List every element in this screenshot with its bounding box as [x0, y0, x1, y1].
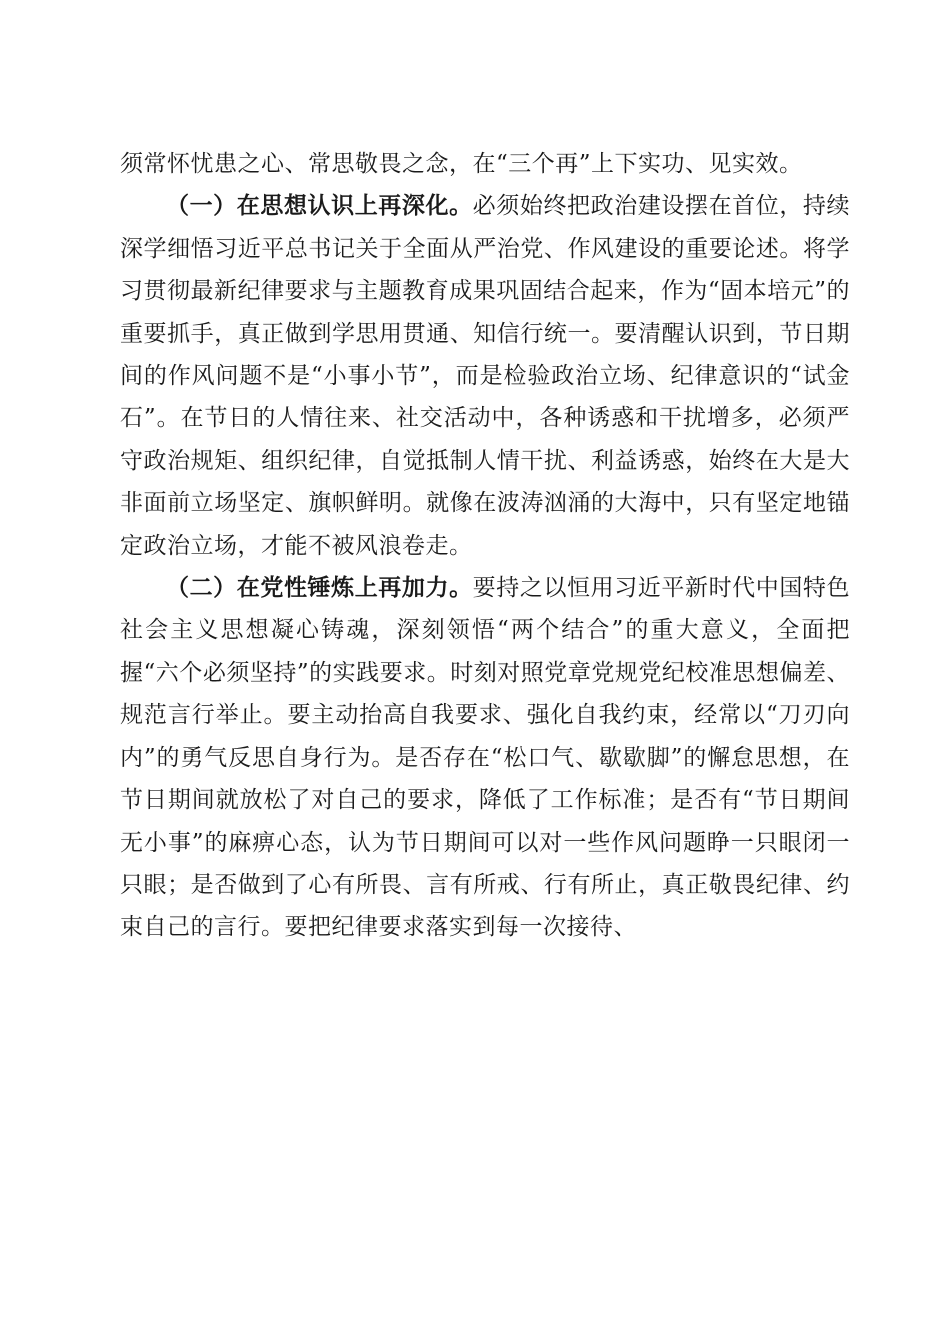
section-paragraph-2 — [120, 567, 850, 949]
section-body-1: 必须始终把政治建设摆在首位，持续深学细悟习近平总书记关于全面从严治党、作风建设的重要论述。将学习贯彻最新纪律要求与主题教育成果巩固结合起来，作为“固本培元”的重要抓手，真正做到学思用贯通、知信行统一。要清醒认识到，节日期间的作风问题不是“小事小节”，而是检验政治立场、纪律意识的“试金石”。在节日的人情往来、社交活动中，各种诱惑和干扰增多，必须严守政治规矩、组织纪律，自觉抵制人情干扰、利益诱惑，始终在大是大非面前立场坚定、旗帜鲜明。就像在波涛汹涌的大海中，只有坚定地锚定政治立场，才能不被风浪卷走。 — [120, 193, 851, 559]
section-heading-1: （一）在思想认识上再深化。 — [166, 192, 473, 220]
document-body — [120, 143, 850, 949]
section-paragraph-1 — [120, 185, 850, 567]
continuation-paragraph: 须常怀忧患之心、常思敬畏之念，在“三个再”上下实功、见实效。 — [120, 151, 803, 177]
section-heading-2: （二）在党性锤炼上再加力。 — [166, 574, 473, 602]
section-body-2: 要持之以恒用习近平新时代中国特色社会主义思想凝心铸魂，深刻领悟“两个结合”的重大意义，全面把握“六个必须坚持”的实践要求。时刻对照党章党规党纪校准思想偏差、规范言行举止。要主动抬高自我要求、强化自我约束，经常以“刀刃向内”的勇气反思自身行为。是否存在“松口气、歇歇脚”的懈怠思想，在节日期间就放松了对自己的要求，降低了工作标准；是否有“节日期间无小事”的麻痹心态，认为节日期间可以对一些作风问题睁一只眼闭一只眼；是否做到了心有所畏、言有所戒、行有所止，真正敬畏纪律、约束自己的言行。要把纪律要求落实到每一次接待、 — [120, 575, 851, 941]
